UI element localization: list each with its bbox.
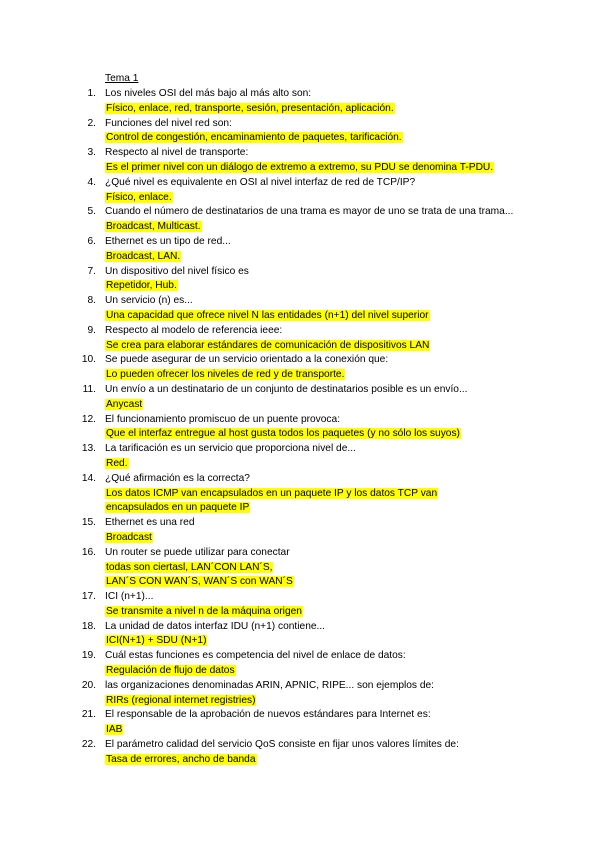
question-number: 7. bbox=[87, 265, 96, 277]
question-item bbox=[70, 176, 520, 206]
question-item bbox=[70, 205, 520, 235]
question-item bbox=[70, 590, 520, 620]
question-text: ¿Qué nivel es equivalente en OSI al nivel interfaz de red de TCP/IP? bbox=[105, 176, 416, 188]
answer-line bbox=[105, 131, 520, 146]
question-number: 3. bbox=[87, 147, 96, 159]
question-item bbox=[70, 620, 520, 650]
answer-line bbox=[105, 279, 520, 294]
highlighted-answer: todas son ciertasl, LAN´CON LAN´S, bbox=[106, 561, 273, 573]
question-text: Se puede asegurar de un servicio orientado a la conexión que: bbox=[105, 354, 389, 366]
question-text: Un envío a un destinatario de un conjunto de destinatarios posible es un envío... bbox=[105, 383, 468, 395]
highlighted-answer: ICI(N+1) + SDU (N+1) bbox=[106, 635, 207, 647]
question-item bbox=[70, 442, 520, 472]
question-text: las organizaciones denominadas ARIN, APNIC, RIPE... son ejemplos de: bbox=[105, 679, 434, 691]
answer-line bbox=[105, 339, 520, 354]
question-item bbox=[70, 738, 520, 768]
question-number: 18. bbox=[81, 620, 96, 632]
highlighted-answer: Broadcast bbox=[106, 531, 152, 543]
question-number: 1. bbox=[87, 88, 96, 99]
highlighted-answer: encapsulados en un paquete IP bbox=[106, 502, 250, 514]
answer-line bbox=[105, 368, 520, 383]
question-text: Un servicio (n) es... bbox=[105, 295, 193, 307]
question-number: 4. bbox=[87, 176, 96, 188]
answer-line bbox=[105, 575, 520, 590]
answer-line bbox=[105, 723, 520, 738]
question-item bbox=[70, 87, 520, 117]
answer-line bbox=[105, 250, 520, 265]
answer-line bbox=[105, 457, 520, 472]
question-item bbox=[70, 294, 520, 324]
question-number: 20. bbox=[81, 679, 96, 691]
question-number: 15. bbox=[81, 517, 96, 529]
question-number: 22. bbox=[81, 739, 96, 751]
question-text: Un router se puede utilizar para conectar bbox=[105, 546, 290, 558]
question-item bbox=[70, 265, 520, 295]
question-item bbox=[70, 117, 520, 147]
highlighted-answer: Una capacidad que ofrece nivel N las entidades (n+1) del nivel superior bbox=[106, 309, 429, 321]
answer-line bbox=[105, 561, 520, 576]
highlighted-answer: Anycast bbox=[106, 398, 143, 410]
highlighted-answer: Control de congestión, encaminamiento de paquetes, tarificación. bbox=[106, 132, 402, 144]
question-text: El parámetro calidad del servicio QoS consiste en fijar unos valores límites de: bbox=[105, 739, 459, 751]
answer-line bbox=[105, 220, 520, 235]
question-item bbox=[70, 649, 520, 679]
question-text: ¿Qué afirmación es la correcta? bbox=[105, 472, 250, 484]
question-text: Un dispositivo del nivel físico es bbox=[105, 265, 249, 277]
question-number: 11. bbox=[82, 383, 96, 395]
highlighted-answer: LAN´S CON WAN´S, WAN´S con WAN´S bbox=[106, 576, 293, 588]
question-number: 16. bbox=[81, 546, 96, 558]
question-number: 21. bbox=[81, 709, 96, 721]
highlighted-answer: Tasa de errores, ancho de banda bbox=[106, 753, 256, 765]
question-item bbox=[70, 472, 520, 516]
question-item bbox=[70, 546, 520, 590]
question-list bbox=[70, 87, 520, 768]
highlighted-answer: Broadcast, LAN. bbox=[106, 250, 181, 262]
answer-line bbox=[105, 427, 520, 442]
question-number: 19. bbox=[81, 650, 96, 662]
highlighted-answer: Los datos ICMP van encapsulados en un paquete IP y los datos TCP van bbox=[106, 487, 438, 499]
answer-line bbox=[105, 664, 520, 679]
question-item bbox=[70, 235, 520, 265]
highlighted-answer: Lo pueden ofrecer los niveles de red y de transporte. bbox=[106, 369, 345, 381]
highlighted-answer: Se crea para elaborar estándares de comunicación de dispositivos LAN bbox=[106, 339, 430, 351]
highlighted-answer: Broadcast, Multicast. bbox=[106, 221, 201, 233]
question-text: Ethernet es un tipo de red... bbox=[105, 235, 231, 247]
question-item bbox=[70, 679, 520, 709]
answer-line bbox=[105, 191, 520, 206]
answer-line bbox=[105, 605, 520, 620]
question-number: 10. bbox=[81, 354, 96, 366]
highlighted-answer: IAB bbox=[106, 724, 123, 736]
highlighted-answer: Es el primer nivel con un diálogo de extremo a extremo, su PDU se denomina T-PDU. bbox=[106, 161, 494, 173]
question-item bbox=[70, 324, 520, 354]
highlighted-answer: Regulación de flujo de datos bbox=[106, 665, 235, 677]
answer-line bbox=[105, 487, 520, 502]
question-number: 14. bbox=[81, 472, 96, 484]
question-text: Respecto al nivel de transporte: bbox=[105, 147, 249, 159]
question-text: La tarificación es un servicio que proporciona nivel de... bbox=[105, 443, 356, 455]
answer-line bbox=[105, 102, 520, 117]
question-item bbox=[70, 708, 520, 738]
question-number: 13. bbox=[81, 443, 96, 455]
answer-line bbox=[105, 309, 520, 324]
highlighted-answer: Físico, enlace, red, transporte, sesión, presentación, aplicación. bbox=[106, 102, 394, 114]
question-text: Cuando el número de destinatarios de una trama es mayor de uno se trata de una trama... bbox=[105, 206, 514, 218]
question-text: El responsable de la aprobación de nuevos estándares para Internet es: bbox=[105, 709, 431, 721]
answer-line bbox=[105, 531, 520, 546]
highlighted-answer: Repetidor, Hub. bbox=[106, 280, 177, 292]
question-text: Cuál estas funciones es competencia del nivel de enlace de datos: bbox=[105, 650, 406, 662]
answer-line bbox=[105, 753, 520, 768]
highlighted-answer: Físico, enlace. bbox=[106, 191, 172, 203]
answer-line bbox=[105, 501, 520, 516]
answer-line bbox=[105, 161, 520, 176]
question-text: El funcionamiento promiscuo de un puente provoca: bbox=[105, 413, 341, 425]
question-item bbox=[70, 516, 520, 546]
question-text: La unidad de datos interfaz IDU (n+1) contiene... bbox=[105, 620, 326, 632]
question-item bbox=[70, 353, 520, 383]
highlighted-answer: RIRs (regional internet registries) bbox=[106, 694, 256, 706]
question-item bbox=[70, 413, 520, 443]
question-item bbox=[70, 383, 520, 413]
question-text: Ethernet es una red bbox=[105, 517, 195, 529]
question-number: 9. bbox=[87, 324, 96, 336]
question-number: 6. bbox=[87, 235, 96, 247]
highlighted-answer: Red. bbox=[106, 457, 128, 469]
question-number: 17. bbox=[81, 591, 96, 603]
question-text: Funciones del nivel red son: bbox=[105, 117, 232, 129]
highlighted-answer: Que el interfaz entregue al host gusta todos los paquetes (y no sólo los suyos) bbox=[106, 428, 460, 440]
question-text: Los niveles OSI del más bajo al más alto son: bbox=[105, 88, 312, 99]
answer-line bbox=[105, 634, 520, 649]
answer-line bbox=[105, 398, 520, 413]
page-title: Tema 1 bbox=[105, 73, 139, 84]
highlighted-answer: Se transmite a nivel n de la máquina origen bbox=[106, 605, 302, 617]
question-number: 5. bbox=[87, 206, 96, 218]
question-number: 12. bbox=[81, 413, 96, 425]
question-text: Respecto al modelo de referencia ieee: bbox=[105, 324, 283, 336]
question-text: ICI (n+1)... bbox=[105, 591, 154, 603]
question-item bbox=[70, 146, 520, 176]
question-number: 8. bbox=[87, 295, 96, 307]
question-number: 2. bbox=[87, 117, 96, 129]
answer-line bbox=[105, 694, 520, 709]
